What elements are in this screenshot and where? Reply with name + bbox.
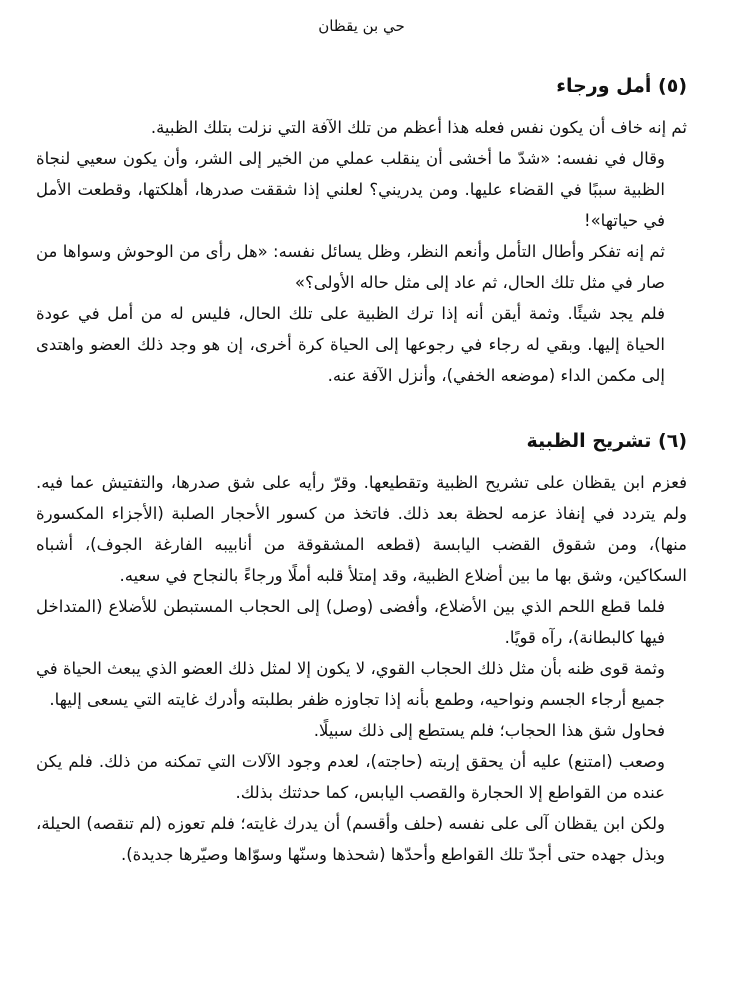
paragraph: فلم يجد شيئًا. وثمة أيقن أنه إذا ترك الظبية على تلك الحال، فليس له من أمل في عودة الحياة إليها. وبقي له رجاء في رجوعها إلى الحياة كرة أخرى، إن هو وجد ذلك العضو واهتدى إلى مكمن الداء (موضعه الخفي)، وأنزل الآفة عنه. [36, 304, 665, 385]
running-header: حي بن يقظان [318, 17, 405, 35]
section-title-dissection: (٦) تشريح الظبية [526, 430, 687, 452]
paragraph: وقال في نفسه: «شدّ ما أخشى أن ينقلب عملي من الخير إلى الشر، وأن يكون سعيي لنجاة الظبية سببًا في القضاء عليها. ومن يدريني؟ لعلني إذا شققت صدرها، أهلكتها، وقطعت الأمل في حياتها»! [36, 149, 665, 230]
section-body-hope [36, 112, 687, 391]
paragraph: ثم إنه خاف أن يكون نفس فعله هذا أعظم من تلك الآفة التي نزلت بتلك الظبية. [150, 118, 687, 137]
paragraph: فحاول شق هذا الحجاب؛ فلم يستطع إلى ذلك سبيلًا. [313, 721, 665, 740]
section-body-dissection [36, 467, 687, 870]
paragraph: فلما قطع اللحم الذي بين الأضلاع، وأفضى (وصل) إلى الحجاب المستبطن للأضلاع (المتداخل فيها كالبطانة)، رآه قويًا. [36, 597, 665, 647]
paragraph: ولكن ابن يقظان آلى على نفسه (حلف وأقسم) أن يدرك غايته؛ فلم تعوزه (لم تنقصه) الحيلة، وبذل جهده حتى أجدّ تلك القواطع وأحدّها (شحذها وسنّها وسوّاها وصيّرها جديدة). [36, 814, 665, 864]
section-title-hope: (٥) أمل ورجاء [556, 75, 687, 97]
paragraph: فعزم ابن يقظان على تشريح الظبية وتقطيعها. وقرّ رأيه على شق صدرها، والتفتيش عما فيه. ولم يتردد في إنفاذ عزمه لحظة بعد ذلك. فاتخذ من كسور الأحجار الصلبة (الأجزاء المكسورة منها)، ومن شقوق القضب اليابسة (قطعه المشقوقة من أنابيبه الفارغة الجوف)، أشباه السكاكين، وشق بها ما بين أضلاع الظبية، وقد إمتلأ قلبه أملًا ورجاءً بالنجاح في سعيه. [36, 473, 687, 585]
paragraph: وثمة قوى ظنه بأن مثل ذلك الحجاب القوي، لا يكون إلا لمثل ذلك العضو الذي يبعث الحياة في جميع أرجاء الجسم ونواحيه، وطمع بأنه إذا تجاوزه ظفر بطلبته وأدرك غايته التي يسعى إليها. [36, 659, 665, 709]
paragraph: ثم إنه تفكر وأطال التأمل وأنعم النظر، وظل يسائل نفسه: «هل رأى من الوحوش وسواها من صار في مثل تلك الحال، ثم عاد إلى مثل حاله الأولى؟» [36, 242, 665, 292]
paragraph: وصعب (امتنع) عليه أن يحقق إربته (حاجته)، لعدم وجود الآلات التي تمكنه من ذلك. فلم يكن عنده من القواطع إلا الحجارة والقصب اليابس، كما حدثتك بذلك. [36, 752, 665, 802]
